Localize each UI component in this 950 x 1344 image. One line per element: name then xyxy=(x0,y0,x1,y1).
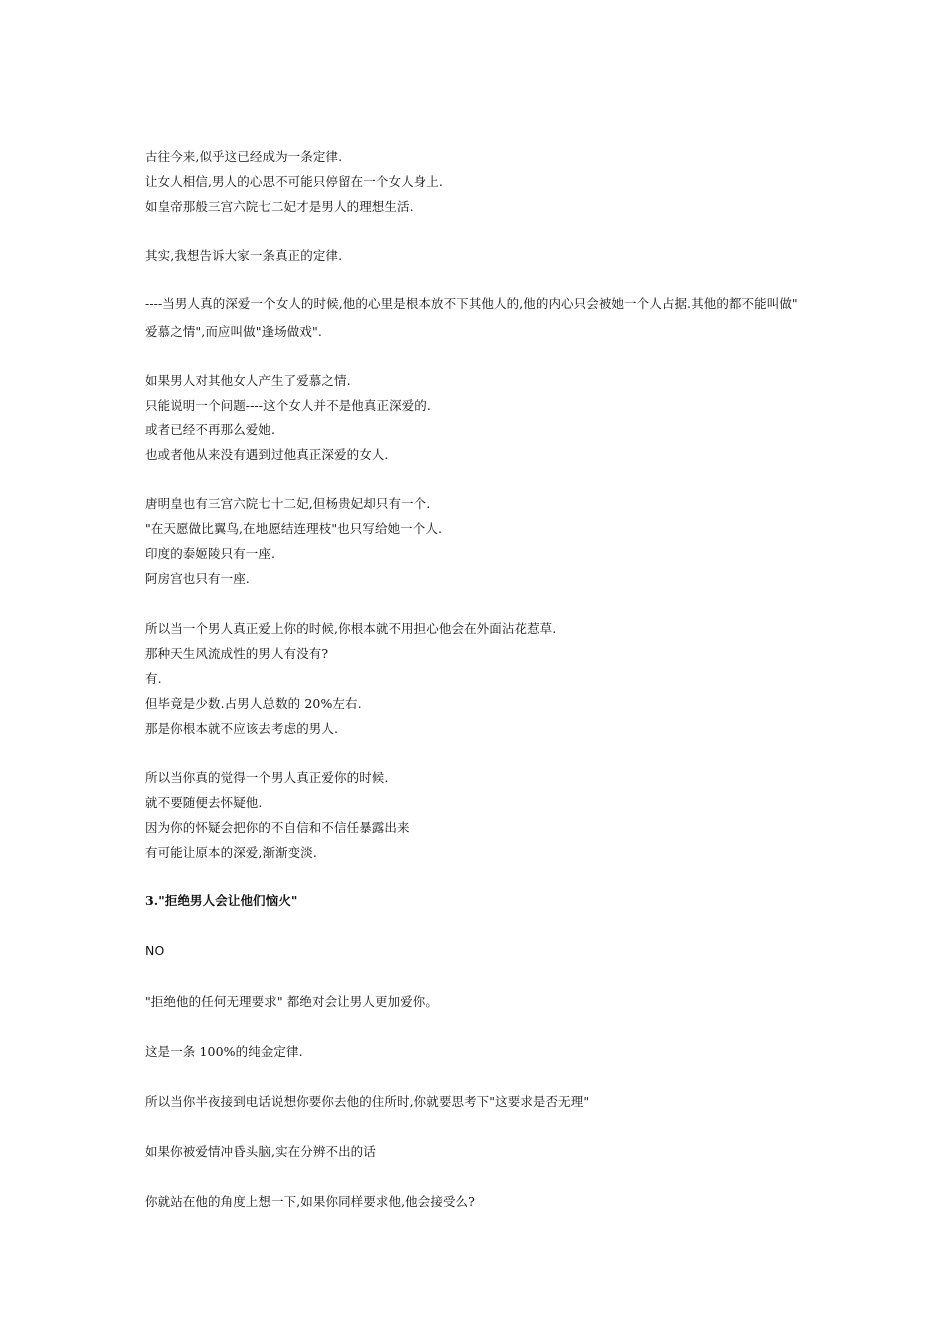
text-line: "拒绝他的任何无理要求" 都绝对会让男人更加爱你。 xyxy=(145,994,438,1009)
text-line: 所以当你半夜接到电话说想你要你去他的住所时,你就要思考下"这要求是否无理" xyxy=(145,1094,590,1109)
text-line: 如果男人对其他女人产生了爱慕之情. xyxy=(145,373,351,388)
text-line: 只能说明一个问题----这个女人并不是他真正深爱的. xyxy=(145,398,431,413)
text-line: 那是你根本就不应该去考虑的男人. xyxy=(145,721,339,736)
text-line: 古往今来,似乎这已经成为一条定律. xyxy=(145,149,343,164)
text-line: 印度的泰姬陵只有一座. xyxy=(145,546,276,561)
text-line: 如皇帝那般三宫六院七二妃才是男人的理想生活. xyxy=(145,199,414,214)
text-line: 唐明皇也有三宫六院七十二妃,但杨贵妃却只有一个. xyxy=(145,496,431,511)
text-line: 爱慕之情",而应叫做"逢场做戏". xyxy=(145,324,322,339)
text-line: 但毕竟是少数.占男人总数的 20%左右. xyxy=(145,696,362,711)
section-heading: 3."拒绝男人会让他们恼火" xyxy=(145,893,298,908)
text-line: 所以当你真的觉得一个男人真正爱你的时候. xyxy=(145,770,389,785)
text-line: 有. xyxy=(145,671,162,686)
text-line: 有可能让原本的深爱,渐渐变淡. xyxy=(145,845,317,860)
text-line: 如果你被爱情冲昏头脑,实在分辨不出的话 xyxy=(145,1144,376,1159)
text-line: ----当男人真的深爱一个女人的时候,他的心里是根本放不下其他人的,他的内心只会被她一个人占据.其他的都不能叫做" xyxy=(145,296,798,311)
text-line: 那种天生风流成性的男人有没有? xyxy=(145,646,329,661)
text-line: 这是一条 100%的纯金定律. xyxy=(145,1044,303,1059)
text-line: 也或者他从来没有遇到过他真正深爱的女人. xyxy=(145,447,389,462)
text-line: 让女人相信,男人的心思不可能只停留在一个女人身上. xyxy=(145,174,443,189)
text-line: "在天愿做比翼鸟,在地愿结连理枝"也只写给她一个人. xyxy=(145,521,443,536)
text-line: 所以当一个男人真正爱上你的时候,你根本就不用担心他会在外面沾花惹草. xyxy=(145,621,557,636)
text-line: 因为你的怀疑会把你的不自信和不信任暴露出来 xyxy=(145,820,410,835)
text-line: 其实,我想告诉大家一条真正的定律. xyxy=(145,248,343,263)
text-line: 你就站在他的角度上想一下,如果你同样要求他,他会接受么? xyxy=(145,1194,475,1209)
text-line: 就不要随便去怀疑他. xyxy=(145,795,263,810)
text-line: 阿房宫也只有一座. xyxy=(145,571,250,586)
text-line: 或者已经不再那么爱她. xyxy=(145,422,276,437)
text-line: NO xyxy=(145,943,165,958)
